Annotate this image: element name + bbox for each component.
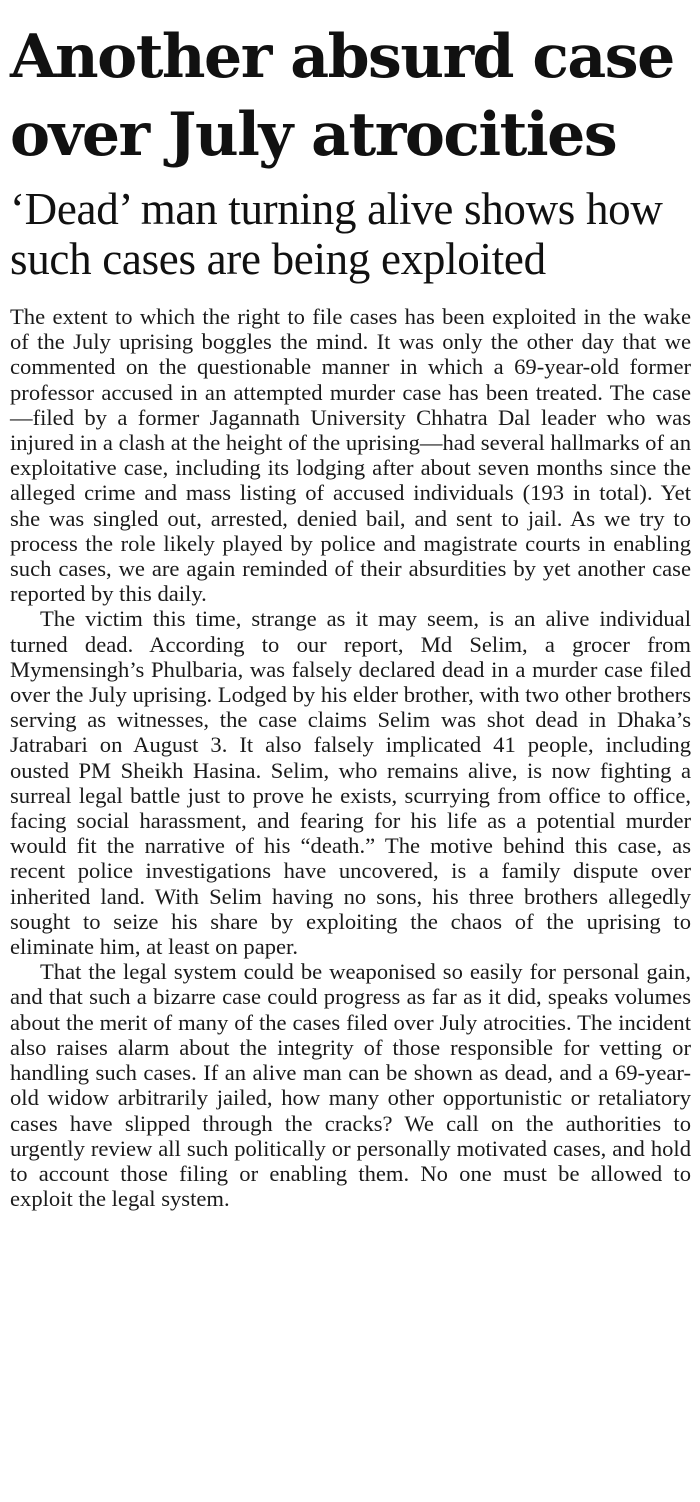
body-paragraph-3: That the legal system could be weaponised so easily for personal gain, and that such a bizarre case could progress as far as it did, speaks volumes about the merit of many of the cases filed over July atrocities. The incident also raises alarm about the integrity of those responsible for vetting or handling such cases. If an alive man can be shown as dead, and a 69-year-old widow arbitrarily jailed, how many other opportunistic or retaliatory cases have slipped through the cracks? We call on the authorities to urgently review all such politically or personally motivated cases, and hold to account those filing or enabling them. No one must be allowed to exploit the legal system.: [10, 959, 691, 1212]
deck-subheadline: ‘Dead’ man turning alive shows how such cases are being exploited: [10, 184, 663, 284]
body-paragraph-1: The extent to which the right to file cases has been exploited in the wake of the July uprising boggles the mind. It was only the other day that we commented on the questionable manner in which a 69-year-old former professor accused in an attempted murder case has been treated. The case—filed by a former Jagannath University Chhatra Dal leader who was injured in a clash at the height of the uprising—had several hallmarks of an exploitative case, including its lodging after about seven months since the alleged crime and mass listing of accused individuals (193 in total). Yet she was singled out, arrested, denied bail, and sent to jail. As we try to process the role likely played by police and magistrate courts in enabling such cases, we are again reminded of their absurdities by yet another case reported by this daily.: [10, 304, 691, 607]
body-paragraph-2: The victim this time, strange as it may seem, is an alive individual turned dead. According to our report, Md Selim, a grocer from Mymensingh’s Phulbaria, was falsely declared dead in a murder case filed over the July uprising. Lodged by his elder brother, with two other brothers serving as witnesses, the case claims Selim was shot dead in Dhaka’s Jatrabari on August 3. It also falsely implicated 41 people, including ousted PM Sheikh Hasina. Selim, who remains alive, is now fighting a surreal legal battle just to prove he exists, scurrying from office to office, facing social harassment, and fearing for his life as a potential murder would fit the narrative of his “death.” The motive behind this case, as recent police investigations have uncovered, is a family dispute over inherited land. With Selim having no sons, his three brothers allegedly sought to seize his share by exploiting the chaos of the uprising to eliminate him, at least on paper.: [10, 606, 691, 960]
article-body: [10, 304, 691, 1211]
headline: Another absurd case over July atrocities: [10, 22, 674, 170]
